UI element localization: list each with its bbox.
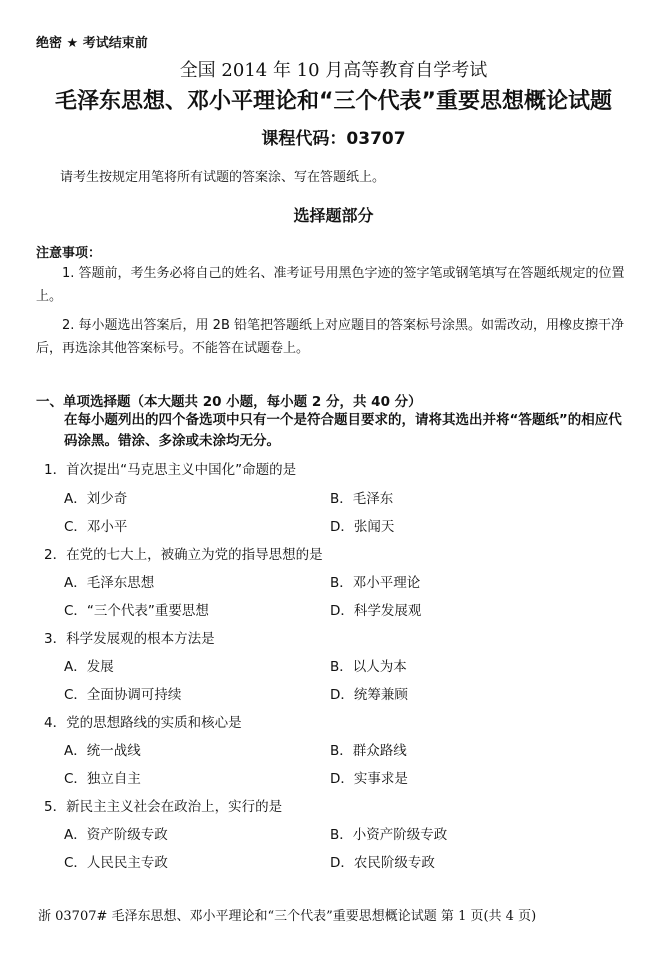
option-d: D．科学发展观 bbox=[330, 603, 422, 619]
option-b: B．毛泽东 bbox=[330, 491, 394, 507]
notice-heading: 注意事项： bbox=[36, 246, 102, 261]
option-c: C．“三个代表”重要思想 bbox=[64, 603, 209, 619]
question-stem: 4．党的思想路线的实质和核心是 bbox=[44, 715, 242, 731]
notice-item: 2. 每小题选出答案后，用 2B 铅笔把答题纸上对应题目的答案标号涂黑。如需改动，用橡皮擦干净后，再选涂其他答案标号。不能答在试题卷上。 bbox=[36, 318, 624, 356]
section-heading: 一、单项选择题（本大题共 20 小题，每小题 2 分，共 40 分） bbox=[36, 394, 422, 410]
option-b: B．小资产阶级专政 bbox=[330, 827, 448, 843]
question-stem: 5．新民主主义社会在政治上，实行的是 bbox=[44, 799, 283, 815]
paper-title: 毛泽东思想、邓小平理论和“三个代表”重要思想概论试题 bbox=[55, 89, 612, 114]
option-d: D．统筹兼顾 bbox=[330, 687, 408, 703]
option-c: C．邓小平 bbox=[64, 519, 128, 535]
option-d: D．张闻天 bbox=[330, 519, 395, 535]
option-b: B．邓小平理论 bbox=[330, 575, 421, 591]
option-c: C．人民民主专政 bbox=[64, 855, 168, 871]
course-code: 课程代码：03707 bbox=[261, 129, 406, 149]
option-a: A．刘少奇 bbox=[64, 491, 128, 507]
option-a: A．发展 bbox=[64, 659, 114, 675]
option-b: B．群众路线 bbox=[330, 743, 407, 759]
option-a: A．资产阶级专政 bbox=[64, 827, 168, 843]
confidential-label: 绝密 ★ 考试结束前 bbox=[36, 36, 148, 51]
instruction-text: 请考生按规定用笔将所有试题的答案涂、写在答题纸上。 bbox=[60, 170, 386, 185]
option-a: A．统一战线 bbox=[64, 743, 141, 759]
option-d: D．实事求是 bbox=[330, 771, 408, 787]
option-d: D．农民阶级专政 bbox=[330, 855, 435, 871]
part-title: 选择题部分 bbox=[293, 206, 374, 225]
question-stem: 1．首次提出“马克思主义中国化”命题的是 bbox=[44, 462, 297, 478]
option-b: B．以人为本 bbox=[330, 659, 407, 675]
option-c: C．独立自主 bbox=[64, 771, 141, 787]
notice-list bbox=[36, 262, 636, 366]
question-stem: 2．在党的七大上，被确立为党的指导思想的是 bbox=[44, 547, 323, 563]
section-description: 在每小题列出的四个备选项中只有一个是符合题目要求的，请将其选出并将“答题纸”的相应代码涂黑。错涂、多涂或未涂均无分。 bbox=[64, 412, 622, 449]
exam-title: 全国 2014 年 10 月高等教育自学考试 bbox=[179, 60, 488, 81]
notice-item: 1. 答题前，考生务必将自己的姓名、准考证号用黑色字迹的签字笔或钢笔填写在答题纸规定的位置上。 bbox=[36, 266, 625, 304]
option-a: A．毛泽东思想 bbox=[64, 575, 155, 591]
page-footer: 浙 03707# 毛泽东思想、邓小平理论和“三个代表”重要思想概论试题 第 1 页(共 4 页) bbox=[38, 909, 537, 924]
option-c: C．全面协调可持续 bbox=[64, 687, 182, 703]
question-stem: 3．科学发展观的根本方法是 bbox=[44, 631, 215, 647]
